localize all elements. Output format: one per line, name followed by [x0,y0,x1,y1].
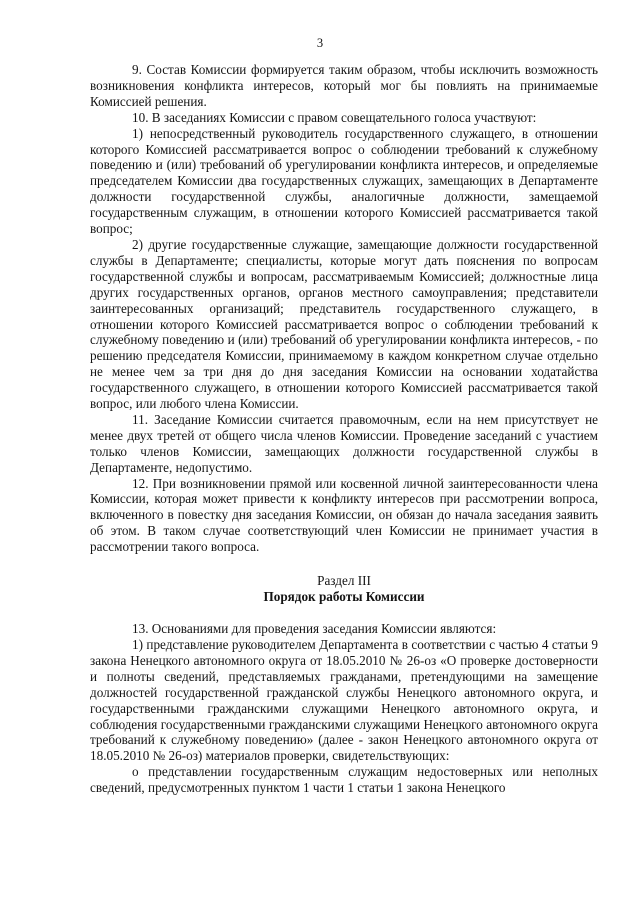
paragraph-13: 13. Основаниями для проведения заседания Комиссии являются: [132,621,497,637]
paragraph-10-item-2: 2) другие государственные служащие, замещающие должности государственной службы в Департаменте; специалисты, которые могут дать пояснения по вопросам государственной службы и вопросам, рассматриваемым Комиссией; должностные лица других государственных органов, органов местного самоуправления; представители заинтересованных организаций; представитель государственного служащего, в отношении которого Комиссией рассматривается вопрос о соблюдении требований к служебному поведению и (или) требований об урегулировании конфликта интересов, - по решению председателя Комиссии, принимаемому в каждом конкретном случае отдельно не менее чем за три дня до дня заседания Комиссии на основании ходатайства государственного служащего, в отношении которого Комиссией рассматривается такой вопрос, или любого члена Комиссии. [90,236,598,412]
paragraph-13-item-1: 1) представление руководителем Департамента в соответствии с частью 4 статьи 9 закона Ненецкого автономного округа от 18.05.2010 № 26-оз «О проверке достоверности и полноты сведений, представляемых гражданами, претендующими на замещение должностей государственной гражданской службы Ненецкого автономного округа, и государственными гражданскими служащими Ненецкого автономного округа, и соблюдения государственными гражданскими служащими Ненецкого автономного округа требований к служебному поведению» (далее - закон Ненецкого автономного округа от 18.05.2010 № 26-оз) материалов проверки, свидетельствующих: [90,637,598,764]
page-number: 3 [316,36,324,50]
paragraph-12: 12. При возникновении прямой или косвенной личной заинтересованности члена Комиссии, которая может привести к конфликту интересов при рассмотрении вопроса, включенного в повестку дня заседания Комиссии, он обязан до начала заседания заявить об этом. В таком случае соответствующий член Комиссии не принимает участия в рассмотрении такого вопроса. [90,475,598,555]
section-number: Раздел III [317,573,371,589]
paragraph-9: 9. Состав Комиссии формируется таким образом, чтобы исключить возможность возникновения конфликта интересов, который мог бы повлиять на принимаемые Комиссией решения. [90,62,598,109]
document-body [90,62,598,796]
paragraph-10: 10. В заседаниях Комиссии с правом совещательного голоса участвуют: [132,109,537,125]
section-title: Порядок работы Комиссии [263,589,425,605]
paragraph-10-item-1: 1) непосредственный руководитель государственного служащего, в отношении которого Комиссией рассматривается вопрос о соблюдении требований к служебному поведению и (или) требований об урегулировании конфликта интересов, и определяемые председателем Комиссии два государственных служащих, замещающих в Департаменте должности государственной службы, аналогичные должности, замещаемой государственным служащим, в отношении которого Комиссией рассматривается такой вопрос; [90,125,598,237]
paragraph-11: 11. Заседание Комиссии считается правомочным, если на нем присутствует не менее двух третей от общего числа членов Комиссии. Проведение заседаний с участием только членов Комиссии, замещающих должности государственной службы в Департаменте, недопустимо. [90,411,598,475]
paragraph-13-item-1-sub: о представлении государственным служащим недостоверных или неполных сведений, предусмотренных пунктом 1 части 1 статьи 1 закона Ненецкого [90,764,598,796]
